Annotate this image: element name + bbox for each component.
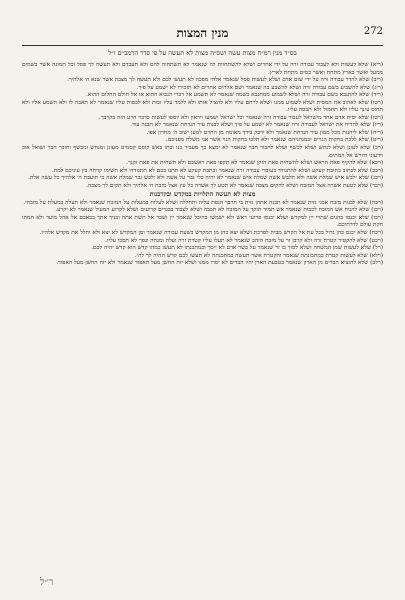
text-body <box>22 62 383 560</box>
paragraph: (רכט) שלא להקטיר קטרת זרה ולא קרבן זר על מזבח הזהב שנאמר לא תעלו עליו קטרת זרה ועלה ומנחה ונסך לא תסכו עליו. <box>105 237 383 244</box>
paragraph: (רל) שלא לעשות שמן המשחה ושלא לסוך בו זר שנאמר על בשר אדם לא ייסך ובמתכנתו לא תעשו כמהו קדש הוא קדש יהיה לכם. <box>91 245 383 252</box>
paragraph: (רכה) שלא לבנות מזבח אבני גזית שנאמר לא תבנה אתהן גזית כי חרבך הנפת עליה ותחללה ושלא לעלות במעלות על המזבח שנאמר ולא תעלה במעלת על מזבחי. <box>23 199 383 206</box>
footer-mark: ר״ל <box>40 577 54 588</box>
paragraph: (רכ) שלא לעונן ושלא לנחש ושלא לכשף ושלא לחבור חבר שנאמר לא ימצא בך מעביר בנו ובתו באש קוסם קסמים מעונן ומנחש ומכשף וחובר חבר ושואל אוב וידעוני ודורש אל המתים. <box>22 145 383 159</box>
paragraph: (רטז) שלא יסית אדם אחד מישראל לעבוד עבודה זרה שנאמר וכל ישראל ישמעו ויראון ולא יוספו לעשות כדבר הרע הזה בקרבך. <box>98 114 383 121</box>
paragraph: (רכא) שלא להקיף פאת הראש ושלא להשחית פאת הזקן שנאמר לא תקפו פאת ראשכם ולא תשחית את פאת זקנך. <box>126 160 383 167</box>
paragraph: (ריז) שלא להדיח את ישראל לעבודה זרה שנאמר לא ישמע על פיך ושלא לבנות עיר הנדחת שנאמר לא תבנה עוד. <box>130 122 383 129</box>
paragraph: (רכב) שלא לכתוב כתובת קעקע ושלא להתגודד כעובדי עבודה זרה שנאמר וכתבת קעקע לא תתנו בכם לא תתגודדו ולא תשימו קרחה בין עיניכם למת. <box>51 167 383 174</box>
paragraph: (רלב) שלא להוציא הבדים מן הארון שנאמר בטבעת הארן יהיו הבדים לא יסרו ממנו ושלא יזח החשן מעל האפוד שנאמר ולא יזח החשן מעל האפוד. <box>56 260 383 267</box>
page-header <box>22 26 383 44</box>
paragraph: (רכו) שלא להניח אש המזבח לכבות שנאמר אש תמיד תוקד על המזבח לא תכבה ושלא לעבוד בבגדים קרועים ושלא לקרוע המעיל שנאמר לא יקרע. <box>55 207 383 214</box>
page-number: 272 <box>363 26 383 37</box>
paragraph: (רכד) שלא לטעת אשרה אצל המזבח ושלא להקים מצבה שנאמר לא תטע לך אשרה כל עץ אצל מזבח ה׳ אלהיך ולא תקים לך מצבה. <box>86 182 383 189</box>
paragraph: (ריד) שלא להתנבא בשם עבודה זרה ושלא לשמוע ממתנבא בשמה שנאמר לא תשמע אל דברי הנביא ההוא או אל חולם החלום ההוא. <box>86 92 383 99</box>
paragraph: (רלא) שלא לעשות קטרת כמתכונתה שנאמר והקטרת אשר תעשה במתכנתה לא תעשו לכם קדש תהיה לך לה׳. <box>134 252 383 259</box>
paragraph: (ריב) שלא להדר עבודה זרה על ידי שום אדם ושלא לעשות פסל שנאמר אלהי מסכה לא תעשו לכם ולא תעשה לך מצבה אשר שנא ה׳ אלהיך. <box>67 77 383 84</box>
section-heading: מצות לא תעשה התלויות במקדש ובקרבנות <box>149 190 256 199</box>
paragraph: (ריג) שלא להשביע בשם עבודה זרה ושלא להשבע בה שנאמר ושם אלהים אחרים לא תזכירו לא ישמע על פיך. <box>136 84 383 91</box>
paragraph: (ריח) שלא ליהנות מכל ממון עיר הנדחת שנאמר ולא ידבק בידך מאומה מן החרם למען ישוב ה׳ מחרון אפו. <box>146 129 383 136</box>
paragraph: (רכז) שלא יכנסו כהנים שתויי יין למקדש ושלא יכנסו פרועי ראש ולא ישמשו בהיכל שנאמר יין ושכר אל תשת אתה ובניך אתך בבאכם אל אהל מועד ולא תמתו חקת עולם לדרתיכם. <box>22 214 383 229</box>
page-subtitle: בס״ד מנין רמ״ח מצות עשה ושס״ה מצות לא תעשה על פי סדר הרמב״ם ז״ל <box>108 49 297 57</box>
paragraph: (רכח) שלא יכנס כהן גדול בכל עת אל הקדש מבית לפרכת ושלא יצא כהן מן המקדש בשעת עבודה שנאמר ומן המקדש לא יצא ולא יחלל את מקדש אלהיו. <box>39 230 383 237</box>
paragraph: (רטו) שלא לאהוב את המסית ושלא לשמוע ממנו ושלא לרחם עליו ולא להציל אותו ולא ללמד עליו זכות ולא לכסות עליו שנאמר לא תאבה לו ולא תשמע אליו ולא תחוס עינך עליו ולא תחמול ולא תכסה עליו. <box>22 99 383 114</box>
paragraph: (ריט) שלא ללכת בחקות הגויים ובמנהגיהם שנאמר ולא תלכו בחקות הגוי אשר אני משלח מפניכם. <box>165 137 383 144</box>
paragraph: (רכג) שלא ילבש איש שמלת אשה ולא תלבש אשה שמלת איש שנאמר לא יהיה כלי גבר על אשה ולא ילבש גבר שמלת אשה כי תועבת ה׳ אלהיך כל עשה אלה. <box>28 175 383 182</box>
paragraph: (ריא) שלא לעשות ולא לעבוד עבודה זרה על ידי אחרים ושלא להשתחוות לה שנאמר לא תשתחוה להם ולא תעבדם ולא תעשה לך פסל וכל תמונה אשר בשמים ממעל ואשר בארץ מתחת ואשר במים מתחת לארץ. <box>22 62 383 76</box>
page-title: מנין המצות <box>176 26 229 40</box>
header-rule <box>22 45 383 46</box>
